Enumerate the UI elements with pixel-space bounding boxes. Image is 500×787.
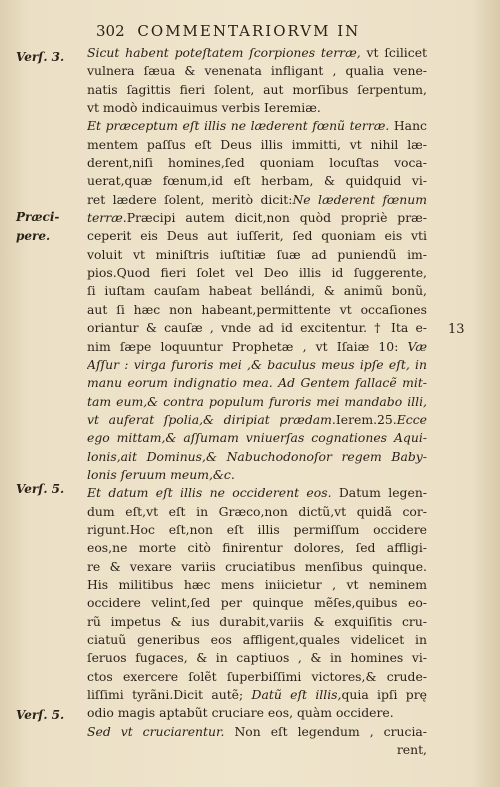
text-line — [87, 301, 427, 319]
text-line — [87, 264, 427, 282]
margin-note-vers-5a: Verſ. 5. — [16, 482, 65, 496]
running-title: COMMENTARIORVM IN — [137, 22, 361, 40]
italic-segment: Ne læderent fœnum — [292, 191, 427, 207]
margin-note-praecipere-1: Præci- — [16, 210, 60, 224]
margin-note-right: 13 — [448, 322, 465, 337]
text-line — [87, 62, 427, 80]
roman-segment: pios.Quod fieri ſolet vel Deo illis id ſuggerente, — [87, 265, 427, 281]
margin-note-vers-3: Verſ. 3. — [16, 50, 65, 64]
roman-segment: eos,ne morte citò finirentur dolores, ſed affligi- — [87, 540, 427, 556]
text-line — [87, 411, 427, 429]
text-line — [87, 99, 427, 117]
roman-segment: dum eſt,vt eſt in Græco,non dictũ,vt quidã cor- — [87, 503, 427, 519]
text-line — [87, 117, 427, 135]
text-line — [87, 191, 427, 209]
text-line — [87, 393, 427, 411]
text-line — [87, 172, 427, 190]
running-header — [96, 22, 460, 42]
roman-segment: His militibus hæc mens iniicietur , vt neminem — [87, 576, 427, 592]
italic-segment: Aſſur : virga furoris mei ,& baculus meus ipſe eſt, in — [87, 356, 427, 372]
text-line — [87, 81, 427, 99]
text-line — [87, 356, 427, 374]
italic-segment: ego mittam,& aſſumam vniuerſas cognationes Aqui- — [87, 430, 427, 446]
roman-segment: occidere velint,ſed per quinque mẽſes,quibus eo- — [87, 595, 427, 611]
margin-note-praecipere-2: pere. — [16, 229, 51, 243]
italic-segment: terræ. — [87, 210, 127, 226]
text-line — [87, 631, 427, 649]
roman-segment: voluit vt miniſtris iuſtitiæ ſuæ ad puniendũ im- — [87, 246, 427, 262]
italic-segment: Et præceptum eſt illis ne læderent fœnũ terræ. — [87, 118, 390, 134]
roman-segment: rigunt.Hoc eſt,non eſt illis permiſſum occidere — [87, 521, 427, 537]
text-line — [87, 136, 427, 154]
italic-segment: Datũ eſt illis, — [251, 687, 342, 703]
roman-segment: ret lædere ſolent, meritò dicit: — [87, 191, 293, 207]
italic-segment: manu eorum indignatio mea. Ad Gentem fallacẽ mit- — [87, 375, 427, 391]
roman-segment: uerat,quæ fœnum,id eſt herbam, & quidquid vi- — [87, 173, 427, 189]
roman-segment: odio magis aptabũt cruciare eos, quàm occidere. — [87, 705, 394, 721]
roman-segment: derent,niſi homines,ſed quoniam locuſtas voca- — [87, 155, 427, 171]
text-line — [87, 374, 427, 392]
text-line — [87, 741, 427, 759]
roman-segment: mentem paſſus eſt Deus illis immitti, vt nihil læ- — [87, 136, 427, 152]
text-line — [87, 429, 427, 447]
italic-segment: tam eum,& contra populum furoris mei mandabo illi, — [87, 393, 427, 409]
roman-segment: Ierem.25. — [335, 411, 397, 427]
text-line — [87, 484, 427, 502]
roman-segment: rũ impetus & ius durabit,variis & exquiſitis cru- — [87, 613, 427, 629]
text-line — [87, 613, 427, 631]
text-line — [87, 723, 427, 741]
text-line — [87, 594, 427, 612]
text-line — [87, 704, 427, 722]
text-line — [87, 227, 427, 245]
italic-segment: Ecce — [396, 411, 427, 427]
text-line — [87, 154, 427, 172]
roman-segment: ciatuũ generibus eos affligent,quales videlicet in — [87, 632, 427, 647]
text-line — [87, 668, 427, 686]
body-text — [87, 44, 427, 759]
text-line — [87, 539, 427, 557]
roman-segment: re & vexare variis cruciatibus menſibus quinque. — [87, 558, 427, 574]
text-line — [87, 649, 427, 667]
roman-segment: quia ipſi prę — [341, 687, 427, 703]
text-line — [87, 282, 427, 300]
text-line — [87, 246, 427, 264]
italic-segment: Væ — [407, 338, 427, 354]
roman-segment: ſi iuſtam cauſam habeat bellándi, & animũ bonũ, — [87, 283, 427, 299]
text-line — [87, 521, 427, 539]
text-line — [87, 209, 427, 227]
italic-segment: vt auferat ſpolia,& diripiat prædam. — [87, 411, 336, 427]
italic-segment: Sed vt cruciarentur. — [87, 723, 225, 739]
roman-segment: vt ſcilicet — [360, 45, 427, 60]
roman-segment: nim ſæpe loquuntur Prophetæ , vt Iſaiæ 10: — [87, 338, 408, 354]
roman-segment: liſſimi tyrãni.Dicit autẽ; — [87, 687, 252, 703]
roman-segment: rent, — [396, 742, 427, 758]
roman-segment: Præcipi autem dicit,non quòd propriè præ- — [126, 210, 427, 226]
margin-note-vers-5b: Verſ. 5. — [16, 708, 65, 722]
roman-segment: Hanc — [389, 118, 427, 134]
text-line — [87, 448, 427, 466]
roman-segment: vulnera ſæua & venenata infligant , qualia vene- — [87, 63, 427, 79]
text-line — [87, 338, 427, 356]
roman-segment: Non eſt legendum , crucia- — [224, 723, 427, 739]
roman-segment: ctos exercere ſolẽt ſuperbiſſimi victores,& crude- — [87, 668, 427, 684]
roman-segment: ſeruos fugaces, & in captiuos , & in homines vi- — [87, 650, 427, 666]
roman-segment: natis ſagittis fieri ſolent, aut morſibus ſerpentum, — [87, 81, 427, 97]
text-line — [87, 319, 427, 337]
text-line — [87, 44, 427, 62]
roman-segment: aut ſi hæc non habeant,permittente vt occaſiones — [87, 301, 427, 317]
page-number: 302 — [96, 22, 125, 40]
text-line — [87, 576, 427, 594]
italic-segment: Sicut habent poteſtatem ſcorpiones terræ, — [87, 45, 361, 60]
text-line — [87, 466, 427, 484]
roman-segment: Datum legen- — [331, 485, 427, 501]
italic-segment: lonis,ait Dominus,& Nabuchodonoſor regem Baby- — [87, 448, 427, 464]
roman-segment: ceperit eis Deus aut iuſſerit, ſed quoniam eis vti — [87, 228, 427, 244]
roman-segment: vt modò indicauimus verbis Ieremiæ. — [87, 100, 321, 116]
roman-segment: oriantur & cauſæ , vnde ad id excitentur. † Ita e- — [87, 320, 427, 336]
text-line — [87, 558, 427, 576]
italic-segment: lonis ſeruum meum,&c. — [87, 466, 235, 482]
text-line — [87, 503, 427, 521]
italic-segment: Et datum eſt illis ne occiderent eos. — [87, 485, 332, 501]
text-line — [87, 686, 427, 704]
